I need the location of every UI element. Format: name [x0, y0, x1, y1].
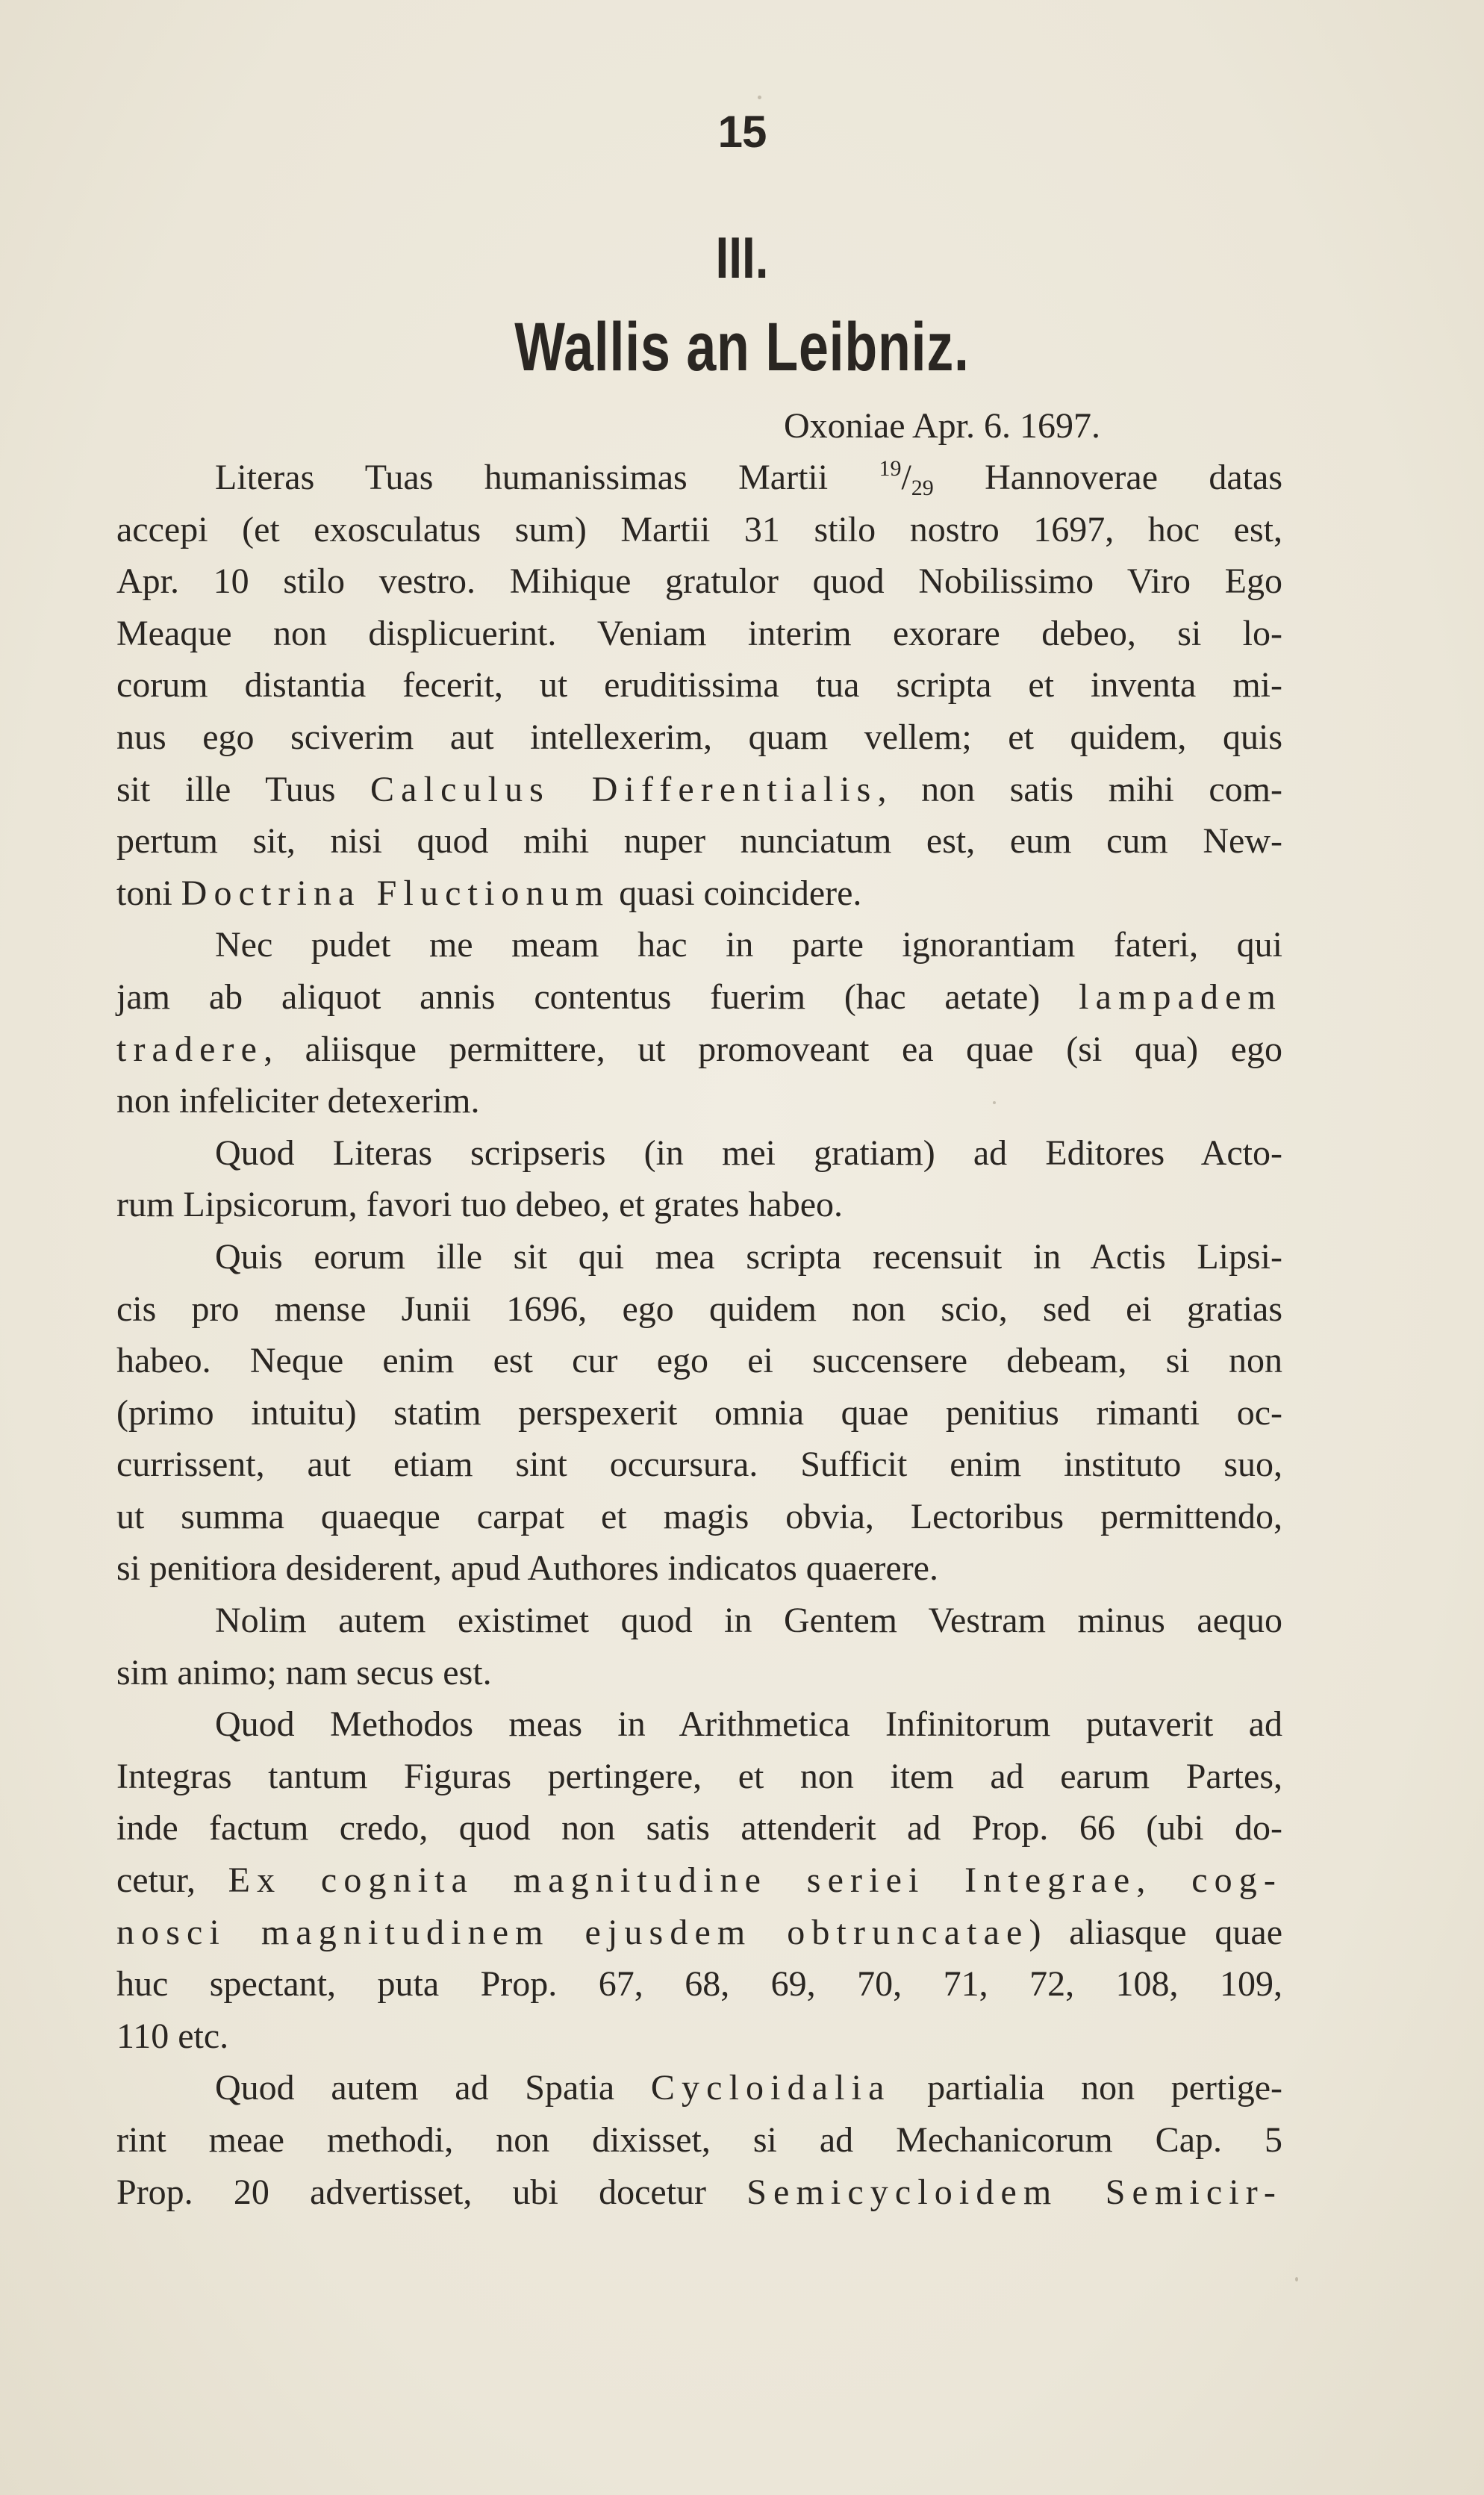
- text-line: [116, 1647, 1282, 1699]
- text-line: [116, 659, 1282, 711]
- spaced-emphasis: Cycloidalia: [650, 2068, 891, 2108]
- text-line: [116, 1958, 1282, 2010]
- letter-title: Wallis an Leibniz.: [514, 309, 970, 385]
- text-run: partialia non pertige-: [891, 2068, 1282, 2108]
- text-line: [116, 711, 1282, 764]
- spaced-emphasis: Calculus Differentialis: [370, 769, 878, 809]
- text-run: toni: [116, 873, 181, 913]
- text-run: quasi coincidere.: [610, 873, 862, 913]
- text-line: [116, 2062, 1282, 2114]
- text-run: (primo intuitu) statim perspexerit omnia quae penitius rimanti oc-: [116, 1392, 1282, 1433]
- text-run: Hannoverae datas: [933, 458, 1282, 497]
- text-line: [116, 868, 1282, 920]
- text-run: Literas Tuas humanissimas Martii: [215, 458, 879, 497]
- section-numeral: III.: [715, 225, 769, 290]
- text-run: huc spectant, puta Prop. 67, 68, 69, 70, 71, 72, 108, 109,: [116, 1964, 1282, 2005]
- page-number: 15: [717, 107, 767, 157]
- text-run: Nolim autem existimet quod in Gentem Vestram minus aequo: [215, 1601, 1282, 1641]
- text-run: currissent, aut etiam sint occursura. Sufficit enim instituto suo,: [116, 1445, 1282, 1485]
- spaced-emphasis: Doctrina Fluctionum: [181, 873, 611, 913]
- text-line: [116, 1751, 1282, 1803]
- text-run: Quod autem ad Spatia: [215, 2068, 651, 2108]
- text-run: cis pro mense Junii 1696, ego quidem non scio, sed ei gratias: [116, 1289, 1282, 1329]
- spaced-emphasis: Ex cognita magnitudine seriei Integrae, cog-: [228, 1860, 1282, 1901]
- text-line: [116, 608, 1282, 660]
- text-run: Nec pudet me meam hac in parte ignorantiam fateri, qui: [215, 925, 1282, 965]
- text-run: sit ille Tuus: [116, 769, 371, 809]
- text-run: 110 etc.: [116, 2016, 229, 2056]
- text-line: [116, 452, 1282, 504]
- spaced-emphasis: nosci magnitudinem ejusdem obtruncatae: [116, 1912, 1029, 1952]
- text-line: [116, 1231, 1282, 1283]
- text-run: si penitiora desiderent, apud Authores indicatos quaerere.: [116, 1548, 938, 1589]
- text-line: [116, 504, 1282, 556]
- letter-body: [116, 452, 1282, 2218]
- text-line: [116, 1542, 1282, 1595]
- text-run: Apr. 10 stilo vestro. Mihique gratulor quod Nobilissimo Viro Ego: [116, 561, 1282, 602]
- spaced-emphasis: lampadem: [1079, 976, 1282, 1017]
- text-run: non infeliciter detexerim.: [116, 1081, 480, 1121]
- text-line: [116, 919, 1282, 971]
- subscript: 29: [911, 476, 934, 500]
- text-run: pertum sit, nisi quod mihi nuper nunciatum est, eum cum New-: [116, 821, 1282, 862]
- text-run: sim animo; nam secus est.: [116, 1652, 492, 1692]
- text-run: rint meae methodi, non dixisset, si ad Mechanicorum Cap. 5: [116, 2120, 1282, 2160]
- superscript: 19: [879, 456, 902, 481]
- text-line: [116, 1335, 1282, 1387]
- text-line: [116, 2010, 1282, 2063]
- text-run: Quis eorum ille sit qui mea scripta recensuit in Actis Lipsi-: [215, 1236, 1282, 1277]
- text-run: Prop. 20 advertisset, ubi docetur: [116, 2172, 747, 2212]
- text-line: [116, 971, 1282, 1024]
- text-run: corum distantia fecerit, ut eruditissima tua scripta et inventa mi-: [116, 665, 1282, 705]
- text-run: habeo. Neque enim est cur ego ei succensere debeam, si non: [116, 1341, 1282, 1381]
- text-line: [116, 1024, 1282, 1076]
- text-line: [116, 1802, 1282, 1854]
- letter-dateline: Oxoniae Apr. 6. 1697.: [784, 406, 1100, 446]
- text-line: [116, 1595, 1282, 1647]
- paper-speck: [758, 96, 761, 99]
- spaced-emphasis: tradere: [116, 1029, 264, 1069]
- text-run: rum Lipsicorum, favori tuo debeo, et grates habeo.: [116, 1185, 844, 1225]
- text-run: /: [901, 458, 911, 497]
- text-line: [116, 1283, 1282, 1336]
- text-line: [116, 1491, 1282, 1543]
- text-line: [116, 1439, 1282, 1491]
- text-run: cetur,: [116, 1860, 228, 1901]
- spaced-emphasis: Semicycloidem Semicir-: [746, 2172, 1282, 2212]
- text-run: inde factum credo, quod non satis attenderit ad Prop. 66 (ubi do-: [116, 1808, 1282, 1848]
- text-run: Meaque non displicuerint. Veniam interim exorare debeo, si lo-: [116, 613, 1282, 653]
- text-run: , aliisque permittere, ut promoveant ea quae (si qua) ego: [264, 1029, 1282, 1069]
- text-run: Quod Literas scripseris (in mei gratiam) ad Editores Acto-: [215, 1133, 1282, 1173]
- text-line: [116, 2114, 1282, 2167]
- text-line: [116, 555, 1282, 608]
- text-run: nus ego sciverim aut intellexerim, quam vellem; et quidem, quis: [116, 717, 1282, 757]
- paper-speck: [1295, 2277, 1298, 2281]
- text-run: ) aliasque quae: [1029, 1912, 1282, 1952]
- text-line: [116, 1179, 1282, 1231]
- text-run: Quod Methodos meas in Arithmetica Infinitorum putaverit ad: [215, 1704, 1282, 1745]
- text-line: [116, 2167, 1282, 2219]
- text-run: , non satis mihi com-: [877, 769, 1282, 809]
- text-line: [116, 1698, 1282, 1751]
- text-line: [116, 1907, 1282, 1959]
- text-line: [116, 815, 1282, 868]
- text-line: [116, 1127, 1282, 1180]
- text-line: [116, 764, 1282, 816]
- text-run: jam ab aliquot annis contentus fuerim (hac aetate): [116, 976, 1079, 1017]
- text-run: accepi (et exosculatus sum) Martii 31 stilo nostro 1697, hoc est,: [116, 509, 1282, 549]
- text-line: [116, 1387, 1282, 1439]
- text-line: [116, 1075, 1282, 1127]
- text-run: ut summa quaeque carpat et magis obvia, Lectoribus permittendo,: [116, 1496, 1282, 1536]
- text-run: Integras tantum Figuras pertingere, et non item ad earum Partes,: [116, 1756, 1282, 1796]
- text-line: [116, 1854, 1282, 1907]
